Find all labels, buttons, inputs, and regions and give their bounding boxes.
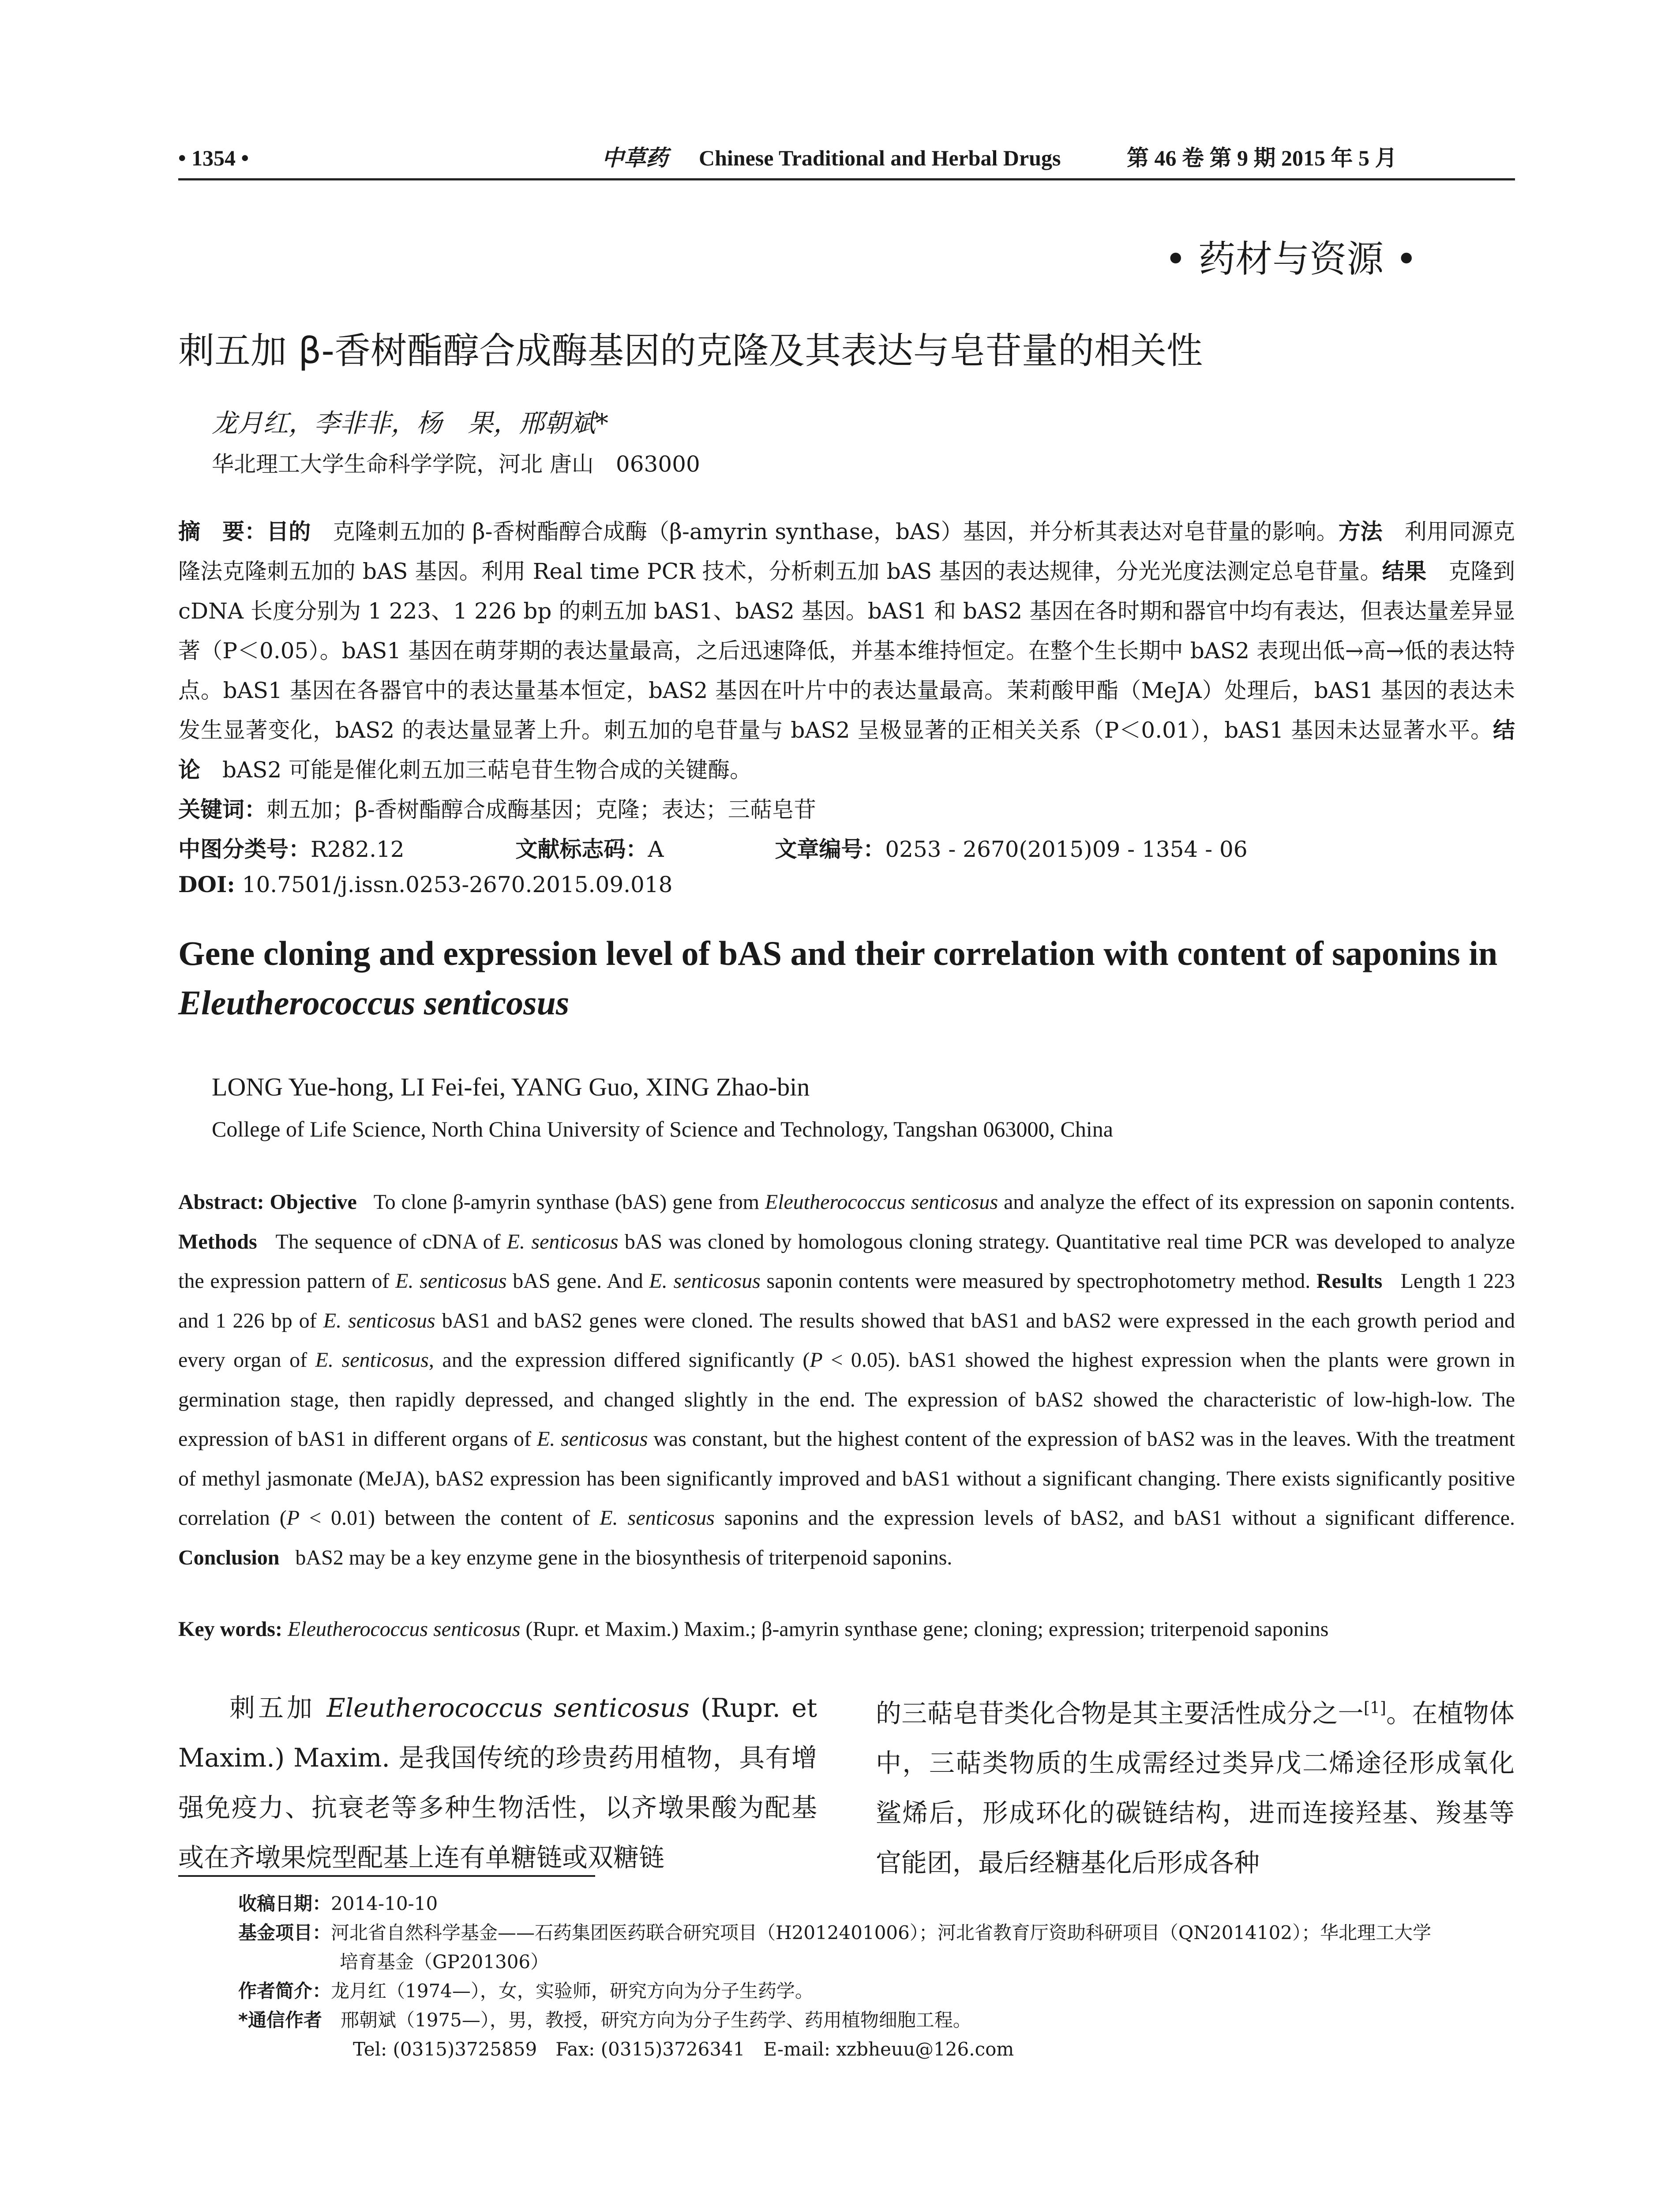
footnote-rule: [178, 1875, 595, 1877]
title-en-main: Gene cloning and expression level of bAS and their correlation with content of saponins in: [178, 934, 1498, 972]
citation-ref[interactable]: [1]: [1363, 1699, 1386, 1717]
species-short: E. senticosus: [536, 1427, 648, 1451]
footnote-fund-cont: 培育基金（GP201306）: [340, 1951, 549, 1973]
results-en-a: Length 1 223 and 1 226 bp of: [178, 1269, 1515, 1332]
journal-issue: 第 46 卷 第 9 期 2015 年 5 月: [1127, 146, 1397, 170]
results-cn-label: 结果: [1382, 559, 1427, 584]
abstract-cn-label: 摘 要：: [178, 519, 267, 544]
conclusion-cn-label: 结论: [178, 717, 1515, 783]
conclusion-en-label: Conclusion: [178, 1546, 280, 1569]
results-en-label: Results: [1316, 1269, 1383, 1293]
affiliation-en: College of Life Science, North China University of Science and Technology, Tangshan 063000, China: [212, 1117, 1113, 1141]
keywords-en-text: (Rupr. et Maxim.) Maxim.; β-amyrin synthase gene; cloning; expression; triterpenoid saponins: [520, 1617, 1329, 1641]
body-right-a: 的三萜皂苷类化合物是其主要活性成分之一: [876, 1698, 1364, 1729]
footnote-fund: [238, 1918, 1431, 1947]
clc-label: 中图分类号：: [178, 837, 311, 862]
authors-en: LONG Yue-hong, LI Fei-fei, YANG Guo, XING Zhao-bin: [212, 1073, 810, 1101]
abstract-cn: [178, 512, 1515, 790]
body-left-species: Eleutherococcus senticosus: [326, 1693, 690, 1723]
methods-en-label: Methods: [178, 1230, 257, 1253]
keywords-cn: [178, 792, 816, 824]
results-en-e: was constant, but the highest content of the expression of bAS2 was in the leaves. With the treatment of methyl jasmonate (MeJA), bAS2 expression has been significantly improved and bAS1 without a significant changing. There exists significantly positive correlation (: [178, 1427, 1515, 1530]
results-cn: 克隆到 cDNA 长度分别为 1 223、1 226 bp 的刺五加 bAS1、bAS2 基因。bAS1 和 bAS2 基因在各时期和器官中均有表达，但表达量差异显著（P＜0.05）。bAS1 基因在萌芽期的表达量最高，之后迅速降低，并基本维持恒定。在整个生长期中 bAS2 表现出低→高→低的表达特点。bAS1 基因在各器官中的表达量基本恒定，bAS2 基因在叶片中的表达量最高。茉莉酸甲酯（MeJA）处理后，bAS1 基因的表达未发生显著变化，bAS2 的表达量显著上升。刺五加的皂苷量与 bAS2 呈极显著的正相关关系（P＜0.01），bAS1 基因未达显著水平。: [178, 559, 1515, 743]
methods-en-a: The sequence of cDNA of: [275, 1230, 507, 1253]
conclusion-en: bAS2 may be a key enzyme gene in the biosynthesis of triterpenoid saponins.: [295, 1546, 952, 1569]
footnote-contact: Tel: (0315)3725859 Fax: (0315)3726341 E-mail: xzbheuu@126.com: [353, 2038, 1014, 2060]
received-date: 2014-10-10: [331, 1893, 438, 1914]
footnote-author: [238, 1977, 814, 2006]
corresponding-bio: 邢朝斌（1975—），男，教授，研究方向为分子生药学、药用植物细胞工程。: [340, 2009, 971, 2031]
page-number: • 1354 •: [178, 146, 249, 170]
species-short: E. senticosus: [323, 1309, 435, 1332]
methods-en-c: bAS gene. And: [506, 1269, 649, 1293]
methods-en-b: bAS was cloned by homologous cloning strategy. Quantitative real time PCR was developed to analyze the expression pattern of: [178, 1230, 1515, 1293]
body-column-right: [876, 1683, 1515, 1888]
keywords-en-species: Eleutherococcus senticosus: [287, 1617, 521, 1641]
keywords-cn-text: 刺五加；β-香树酯醇合成酶基因；克隆；表达；三萜皂苷: [266, 797, 816, 822]
clc-value: R282.12: [311, 837, 405, 862]
doc-code-value: A: [648, 837, 664, 862]
body-left-b: (Rupr. et Maxim.) Maxim. 是我国传统的珍贵药用植物，具有增强免疫力、抗衰老等多种生物活性，以齐墩果酸为配基或在齐墩果烷型配基上连有单糖链或双糖链: [178, 1693, 818, 1872]
article-no-label: 文章编号：: [775, 837, 885, 862]
doi-value[interactable]: 10.7501/j.issn.0253-2670.2015.09.018: [242, 872, 673, 897]
title-en: [178, 929, 1515, 1028]
author-bio: 龙月红（1974—），女，实验师，研究方向为分子生药学。: [331, 1980, 814, 2002]
footnote-received: [238, 1889, 438, 1918]
body-left-a: 刺五加: [229, 1693, 327, 1723]
species-short: E. senticosus: [315, 1348, 429, 1372]
abstract-en-label: Abstract:: [178, 1190, 264, 1214]
keywords-cn-label: 关键词：: [178, 797, 266, 822]
header-rule: [178, 178, 1515, 180]
species-name: Eleutherococcus senticosus: [765, 1190, 998, 1214]
species-short: E. senticosus: [600, 1506, 715, 1530]
keywords-en: [178, 1617, 1546, 1641]
classification-line: [178, 832, 1248, 863]
title-en-species: Eleutherococcus senticosus: [178, 983, 570, 1022]
methods-cn-label: 方法: [1338, 519, 1383, 544]
affiliation-cn: 华北理工大学生命科学学院，河北 唐山 063000: [212, 451, 700, 477]
received-label: 收稿日期：: [238, 1893, 331, 1914]
objective-cn-label: 目的: [266, 519, 311, 544]
species-short: E. senticosus: [395, 1269, 507, 1293]
methods-cn: 利用同源克隆法克隆刺五加的 bAS 基因。利用 Real time PCR 技术，分析刺五加 bAS 基因的表达规律，分光光度法测定总皂苷量。: [178, 519, 1515, 584]
objective-cn: 克隆刺五加的 β-香树酯醇合成酶（β-amyrin synthase，bAS）基因，并分析其表达对皂苷量的影响。: [333, 519, 1339, 544]
results-en-f: < 0.01) between the content of: [300, 1506, 600, 1530]
title-cn: 刺五加 β-香树酯醇合成酶基因的克隆及其表达与皂苷量的相关性: [178, 330, 1203, 372]
section-tag: • 药材与资源 •: [1165, 237, 1418, 281]
p-symbol: P: [286, 1506, 300, 1530]
species-short: E. senticosus: [649, 1269, 761, 1293]
keywords-en-label: Key words:: [178, 1617, 282, 1641]
journal-name-en: Chinese Traditional and Herbal Drugs: [699, 146, 1061, 170]
footnote-corresponding: [238, 2006, 971, 2035]
doc-code-label: 文献标志码：: [515, 837, 648, 862]
doi-line: [178, 871, 672, 897]
fund-text: 河北省自然科学基金——石药集团医药联合研究项目（H2012401006）；河北省教育厅资助科研项目（QN2014102）；华北理工大学: [331, 1922, 1432, 1943]
p-symbol: P: [810, 1348, 823, 1372]
conclusion-cn: bAS2 可能是催化刺五加三萜皂苷生物合成的关键酶。: [222, 757, 752, 783]
objective-en-b: and analyze the effect of its expression on saponin contents.: [998, 1190, 1515, 1214]
abstract-en: [178, 1182, 1515, 1577]
journal-name-cn: 中草药: [602, 145, 668, 171]
results-en-g: saponins and the expression levels of bAS2, and bAS1 without a significant difference.: [714, 1506, 1515, 1530]
author-label: 作者简介：: [238, 1980, 331, 2002]
species-short: E. senticosus: [506, 1230, 619, 1253]
objective-en-a: To clone β-amyrin synthase (bAS) gene from: [373, 1190, 765, 1214]
corresponding-label: *通信作者: [238, 2009, 322, 2031]
methods-en-d: saponin contents were measured by spectrophotometry method.: [760, 1269, 1311, 1293]
results-en-c: , and the expression differed significantly (: [428, 1348, 810, 1372]
article-no-value: 0253 - 2670(2015)09 - 1354 - 06: [885, 837, 1248, 862]
authors-cn: 龙月红，李非非，杨 果，邢朝斌*: [212, 408, 609, 438]
doi-label: DOI:: [178, 871, 235, 897]
objective-en-label: Objective: [270, 1190, 357, 1214]
running-header: [178, 140, 1515, 176]
results-en-d: < 0.05). bAS1 showed the highest expression when the plants were grown in germination stage, then rapidly depressed, and changed slightly in the end. The expression of bAS2 showed the characteristic of low-high-low. The expression of bAS1 in different organs of: [178, 1348, 1515, 1451]
body-column-left: [178, 1683, 817, 1883]
body-right-b: 。在植物体中，三萜类物质的生成需经过类异戊二烯途径形成氧化鲨烯后，形成环化的碳链结构，进而连接羟基、羧基等官能团，最后经糖基化后形成各种: [876, 1698, 1515, 1878]
fund-label: 基金项目：: [238, 1922, 331, 1943]
results-en-b: bAS1 and bAS2 genes were cloned. The results showed that bAS1 and bAS2 were expressed in the each growth period and every organ of: [178, 1309, 1515, 1372]
